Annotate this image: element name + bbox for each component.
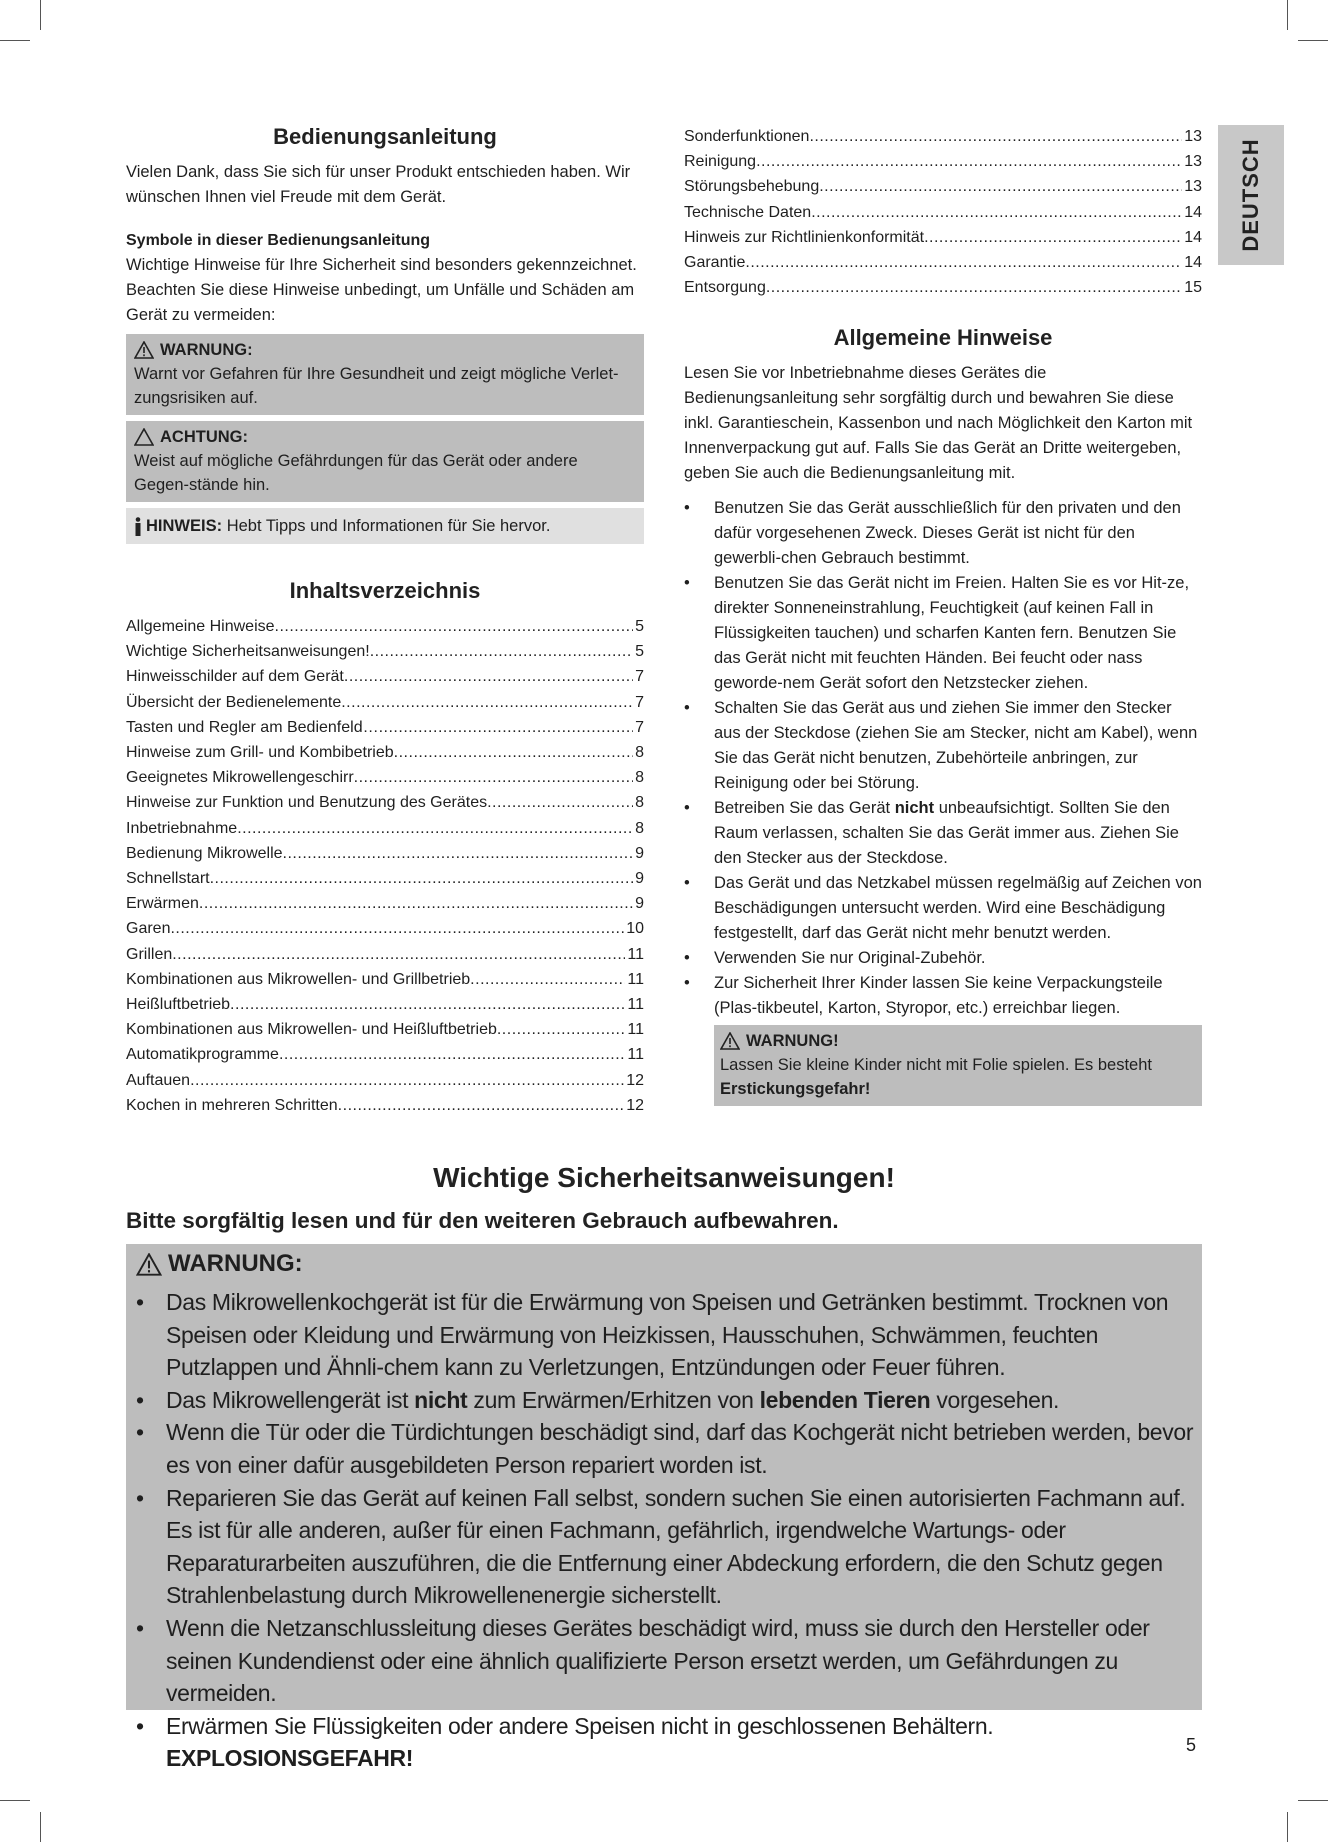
toc-entry	[126, 690, 644, 715]
toc-entry	[126, 790, 644, 815]
toc-entry-page: 13	[1184, 178, 1202, 196]
intro-text: Vielen Dank, dass Sie sich für unser Produkt entschieden haben. Wir wünschen Ihnen viel Freude mit dem Gerät.	[126, 163, 631, 206]
toc-entry-page: 14	[1184, 203, 1202, 221]
text-segment: Betreiben Sie das Gerät	[714, 799, 895, 818]
toc-entry	[126, 664, 644, 689]
toc-entry-page: 8	[635, 769, 644, 787]
list-item: • Benutzen Sie das Gerät ausschließlich für den privaten und den dafür vorgesehenen Zweck. Dieses Gerät ist nicht für den gewerbli-chen Gebrauch bestimmt.	[684, 496, 1202, 571]
toc-entry-page: 12	[626, 1071, 644, 1089]
warning-text: Warnt vor Gefahren für Ihre Gesundheit und zeigt mögliche Verlet-zungsrisiken auf.	[134, 365, 619, 407]
toc-entry-title: Heißluftbetrieb	[126, 996, 231, 1014]
toc-entry-title: Entsorgung	[684, 279, 766, 297]
toc-entry-title: Erwärmen	[126, 895, 199, 913]
warning-box	[126, 334, 644, 415]
toc-entry-page: 7	[635, 668, 644, 686]
general-intro: Lesen Sie vor Inbetriebnahme dieses Gerätes die Bedienungsanleitung sehr sorgfältig durch und bewahren Sie diese inkl. Garantieschein, Kassenbon und nach Möglichkeit den Karton mit Innenverpackung gut auf. Falls Sie das Gerät an Dritte weitergeben, geben Sie auch die Bedienungsanleitung mit.	[684, 364, 1193, 483]
toc-entry-title: Übersicht der Bedienelemente	[126, 693, 342, 711]
list-item: • Wenn die Tür oder die Türdichtungen beschädigt sind, darf das Kochgerät nicht betrieben werden, bevor es von einer dafür ausgebildeten Person repariert worden ist.	[136, 1416, 1196, 1481]
toc-leader	[819, 174, 1182, 199]
toc-entry	[126, 841, 644, 866]
toc-entry-title: Technische Daten	[684, 203, 812, 221]
child-warning-emphasis: Erstickungsgefahr!	[720, 1080, 871, 1099]
crop-mark	[1298, 40, 1328, 41]
warning-label: WARNUNG:	[160, 341, 253, 359]
toc-leader	[199, 891, 633, 916]
text-segment: Erwärmen Sie Flüssigkeiten oder andere Speisen nicht in geschlossenen Behältern.	[166, 1712, 994, 1739]
list-item: • Verwenden Sie nur Original-Zubehör.	[684, 946, 1202, 971]
list-item	[136, 1710, 1196, 1775]
toc-entry-title: Auftauen	[126, 1071, 191, 1089]
toc-list-right	[684, 124, 1202, 300]
caution-label: ACHTUNG:	[160, 428, 248, 446]
toc-leader	[190, 1068, 624, 1093]
toc-entry-page: 11	[627, 970, 644, 988]
toc-entry-title: Hinweisschilder auf dem Gerät	[126, 668, 344, 686]
toc-entry-title: Kombinationen aus Mikrowellen- und Grillbetrieb	[126, 970, 471, 988]
toc-entry-page: 7	[635, 718, 644, 736]
toc-leader	[170, 916, 624, 941]
symbols-heading: Symbole in dieser Bedienungsanleitung	[126, 232, 431, 249]
toc-entry-page: 8	[635, 794, 644, 812]
text-segment: vorgesehen.	[930, 1386, 1060, 1413]
toc-leader	[497, 1017, 626, 1042]
toc-entry-page: 14	[1184, 228, 1202, 246]
warning-triangle-icon	[134, 341, 154, 359]
safety-title: Wichtige Sicherheitsanweisungen!	[433, 1162, 895, 1193]
toc-entry-title: Inbetriebnahme	[126, 819, 238, 837]
safety-warning-box	[126, 1244, 1202, 1772]
toc-leader	[766, 275, 1182, 300]
emphasis: EXPLOSIONSGEFAHR!	[166, 1745, 414, 1772]
note-box	[126, 508, 644, 544]
toc-entry-page: 7	[635, 693, 644, 711]
page-number: 5	[1186, 1735, 1197, 1755]
language-tab-label: DEUTSCH	[1238, 138, 1263, 252]
toc-entry-title: Schnellstart	[126, 870, 210, 888]
toc-entry	[684, 124, 1202, 149]
toc-entry	[126, 715, 644, 740]
toc-leader	[172, 942, 625, 967]
toc-entry-page: 9	[635, 844, 644, 862]
toc-entry-title: Automatikprogramme	[126, 1046, 279, 1064]
toc-entry-page: 11	[627, 996, 644, 1014]
toc-entry	[126, 1068, 644, 1093]
child-warning-label: WARNUNG!	[746, 1032, 839, 1051]
list-item: • Das Gerät und das Netzkabel müssen regelmäßig auf Zeichen von Beschädigungen untersucht werden. Wird eine Beschädigung festgestellt, darf das Gerät nicht mehr benutzt werden.	[684, 871, 1202, 946]
right-column	[684, 124, 1202, 1106]
toc-leader	[341, 690, 633, 715]
toc-entry-title: Grillen	[126, 945, 173, 963]
toc-entry-page: 12	[626, 1096, 644, 1114]
toc-entry-page: 15	[1184, 279, 1202, 297]
general-bullets	[684, 496, 1202, 1021]
toc-leader	[283, 841, 634, 866]
text-segment: Das Mikrowellengerät ist	[166, 1386, 415, 1413]
toc-entry-title: Garantie	[684, 254, 746, 272]
toc-entry	[126, 740, 644, 765]
symbols-text: Wichtige Hinweise für Ihre Sicherheit sind besonders gekennzeichnet. Beachten Sie diese Hinweise unbedingt, um Unfälle und Schäden am Gerät zu vermeiden:	[126, 256, 637, 324]
emphasis: nicht	[414, 1386, 468, 1413]
toc-leader	[279, 1042, 625, 1067]
toc-leader	[338, 1093, 625, 1118]
toc-entry-page: 11	[627, 1046, 644, 1064]
language-tab	[1218, 125, 1284, 265]
toc-entry-title: Sonderfunktionen	[684, 128, 810, 145]
toc-entry	[126, 614, 644, 639]
toc-leader	[745, 250, 1182, 275]
toc-entry-page: 11	[627, 1021, 644, 1039]
toc-entry	[684, 200, 1202, 225]
toc-entry-page: 9	[635, 895, 644, 913]
warning-triangle-icon	[720, 1032, 740, 1050]
toc-leader	[487, 790, 633, 815]
list-item	[136, 1384, 1196, 1417]
toc-entry-title: Hinweis zur Richtlinienkonformität	[684, 228, 925, 246]
crop-mark	[1287, 1812, 1288, 1842]
safety-subtitle: Bitte sorgfältig lesen und für den weiteren Gebrauch aufbewahren.	[126, 1208, 839, 1233]
list-item: • Schalten Sie das Gerät aus und ziehen Sie immer den Stecker aus der Steckdose (ziehen Sie am Stecker, nicht am Kabel), wenn Sie das Gerät nicht benutzen, Zubehörteile anbringen, zur Reinigung oder bei Störung.	[684, 696, 1202, 796]
toc-entry	[126, 639, 644, 664]
toc-entry-title: Kombinationen aus Mikrowellen- und Heißluftbetrieb	[126, 1021, 497, 1039]
toc-entry	[684, 275, 1202, 300]
toc-title: Inhaltsverzeichnis	[289, 578, 481, 603]
toc-leader	[756, 149, 1182, 174]
toc-entry-page: 5	[635, 618, 644, 635]
toc-entry	[126, 967, 644, 992]
toc-entry	[126, 1017, 644, 1042]
toc-entry-title: Wichtige Sicherheitsanweisungen!	[126, 643, 370, 661]
toc-entry	[684, 250, 1202, 275]
toc-entry-page: 5	[635, 643, 644, 661]
toc-entry	[684, 149, 1202, 174]
toc-entry-page: 8	[635, 819, 644, 837]
toc-entry	[126, 992, 644, 1017]
toc-entry	[126, 1042, 644, 1067]
toc-entry	[126, 866, 644, 891]
list-item: • Reparieren Sie das Gerät auf keinen Fall selbst, sondern suchen Sie einen autorisierten Fachmann auf. Es ist für alle anderen, außer für einen Fachmann, gefährlich, irgendwelche Wartungs- oder Reparaturarbeiten auszuführen, die die Entfernung einer Abdeckung erfordern, die den Schutz gegen Strahlenbelastung durch Mikrowellenenergie sicherstellt.	[136, 1482, 1196, 1612]
safety-list	[136, 1286, 1196, 1775]
caution-text: Weist auf mögliche Gefährdungen für das Gerät oder andere Gegen-stände hin.	[134, 452, 578, 494]
toc-entry	[684, 174, 1202, 199]
toc-list-left	[126, 614, 644, 1118]
toc-leader	[344, 664, 633, 689]
toc-leader	[379, 715, 634, 740]
crop-mark	[0, 1800, 30, 1801]
crop-mark	[40, 1812, 41, 1842]
crop-mark	[0, 40, 30, 41]
list-item: • Benutzen Sie das Gerät nicht im Freien. Halten Sie es vor Hit-ze, direkter Sonneneinstrahlung, Feuchtigkeit (auf keinen Fall in Flüssigkeiten tauchen) und scharfen Kanten fern. Benutzen Sie das Gerät nicht mit feuchten Händen. Bei feucht oder nass geworde-nem Gerät sofort den Netzstecker ziehen.	[684, 571, 1202, 696]
toc-leader	[210, 866, 634, 891]
manual-title: Bedienungsanleitung	[273, 124, 497, 149]
toc-entry	[126, 916, 644, 941]
list-item	[684, 796, 1202, 871]
toc-entry-title: Hinweise zum Grill- und Kombibetrieb	[126, 744, 394, 762]
toc-leader	[809, 124, 1182, 149]
toc-entry-page: 9	[635, 870, 644, 888]
toc-entry-title: Störungsbehebung	[684, 178, 820, 196]
toc-entry-title: Kochen in mehreren Schritten	[126, 1096, 338, 1114]
toc-entry	[126, 765, 644, 790]
toc-entry	[126, 891, 644, 916]
crop-mark	[1298, 1800, 1328, 1801]
toc-leader	[470, 967, 625, 992]
toc-entry-title: Geeignetes Mikrowellengeschirr	[126, 769, 354, 787]
caution-triangle-icon	[134, 428, 154, 446]
toc-leader	[924, 225, 1182, 250]
toc-leader	[275, 614, 634, 639]
crop-mark	[1287, 0, 1288, 30]
toc-entry-page: 11	[627, 945, 644, 963]
safety-warning-label: WARNUNG:	[168, 1250, 303, 1277]
toc-entry-page: 13	[1184, 128, 1202, 145]
toc-entry-title: Garen	[126, 920, 171, 938]
emphasis: nicht	[894, 799, 935, 818]
caution-box	[126, 421, 644, 502]
toc-leader	[237, 816, 633, 841]
toc-leader	[230, 992, 625, 1017]
toc-entry-page: 8	[635, 744, 644, 762]
child-warning-box	[714, 1025, 1202, 1106]
toc-entry	[684, 225, 1202, 250]
text-segment: zum Erwärmen/Erhitzen von	[467, 1386, 760, 1413]
toc-entry-page: 13	[1184, 153, 1202, 171]
general-notes-title: Allgemeine Hinweise	[833, 325, 1053, 351]
warning-triangle-icon	[136, 1253, 162, 1276]
note-label: HINWEIS:	[146, 517, 223, 535]
toc-leader	[811, 200, 1182, 225]
toc-leader	[370, 639, 633, 664]
toc-entry	[126, 816, 644, 841]
toc-entry-title: Bedienung Mikrowelle	[126, 844, 283, 862]
emphasis: lebenden Tieren	[759, 1386, 931, 1413]
toc-entry-title: Allgemeine Hinweise	[126, 618, 275, 635]
crop-mark	[40, 0, 41, 30]
toc-entry	[126, 1093, 644, 1118]
toc-entry-title: Tasten und Regler am Bedienfeld…	[126, 718, 379, 736]
toc-entry-page: 10	[626, 920, 644, 938]
toc-leader	[354, 765, 633, 790]
toc-entry-title: Reinigung	[684, 153, 757, 171]
text-segment: unbeaufsichtigt. Sollten Sie den Raum verlassen, schalten Sie das Gerät immer aus. Ziehen Sie den Stecker aus der Steckdose.	[714, 799, 1179, 868]
left-column	[126, 124, 644, 1118]
info-icon	[134, 517, 142, 537]
toc-leader	[394, 740, 633, 765]
note-text: Hebt Tipps und Informationen für Sie hervor.	[226, 517, 551, 535]
list-item: • Zur Sicherheit Ihrer Kinder lassen Sie keine Verpackungsteile (Plas-tikbeutel, Karton, Styropor, etc.) erreichbar liegen.	[684, 971, 1202, 1021]
list-item: • Wenn die Netzanschlussleitung dieses Gerätes beschädigt wird, muss sie durch den Hersteller oder seinen Kundendienst oder eine ähnlich qualifizierte Person ersetzt werden, um Gefährdungen zu vermeiden.	[136, 1612, 1196, 1710]
toc-entry	[126, 942, 644, 967]
list-item: • Das Mikrowellenkochgerät ist für die Erwärmung von Speisen und Getränken bestimmt. Trocknen von Speisen oder Kleidung und Erwärmung von Heizkissen, Hausschuhen, Schwämmen, feuchten Putzlappen und Ähnli-chem kann zu Verletzungen, Entzündungen oder Feuer führen.	[136, 1286, 1196, 1384]
toc-entry-page: 14	[1184, 254, 1202, 272]
child-warning-text: Lassen Sie kleine Kinder nicht mit Folie spielen. Es besteht	[720, 1056, 1152, 1075]
toc-entry-title: Hinweise zur Funktion und Benutzung des Gerätes	[126, 794, 488, 812]
